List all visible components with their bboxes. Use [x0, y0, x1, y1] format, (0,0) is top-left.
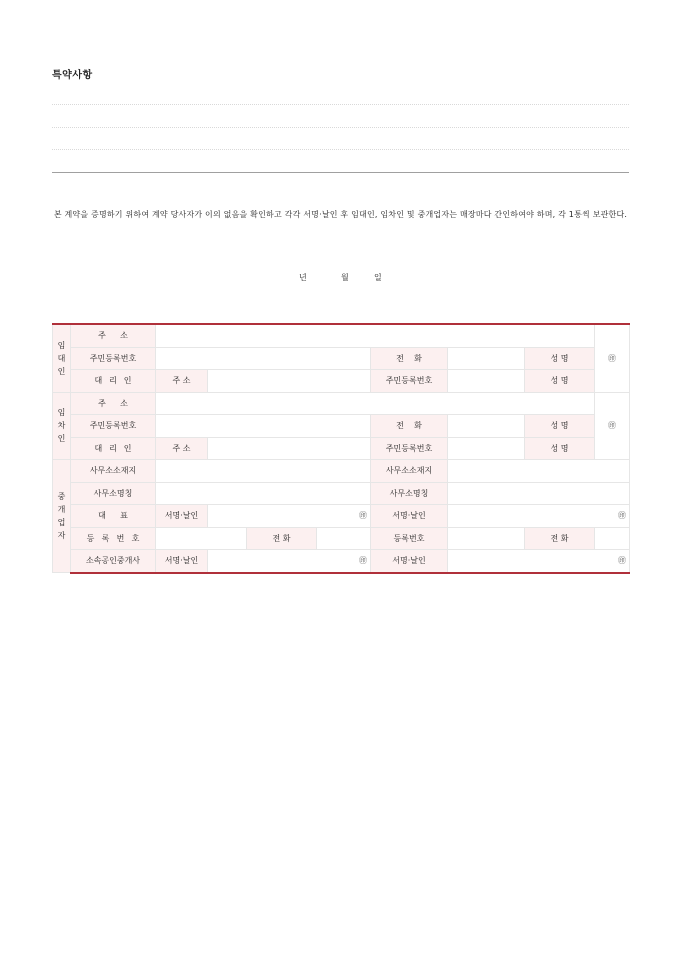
tenant-phone-label: 전 화 [371, 415, 448, 438]
broker-phone-label: 전 화 [247, 527, 317, 550]
broker-representative-label: 대 표 [71, 505, 156, 528]
broker-office-name-field-2[interactable] [448, 482, 630, 505]
landlord-agent-label: 대 리 인 [71, 370, 156, 393]
broker-office-address-label: 사무소소재지 [71, 460, 156, 483]
date-year-label: 년 [299, 273, 307, 282]
tenant-agent-id-field[interactable] [448, 437, 525, 460]
broker-sign-seal-field-4[interactable] [448, 550, 630, 573]
tenant-phone-field[interactable] [448, 415, 525, 438]
broker-registration-field-2[interactable] [448, 527, 525, 550]
broker-registration-label: 등 록 번 호 [71, 527, 156, 550]
broker-sign-seal-label-4: 서명·날인 [371, 550, 448, 573]
broker-affiliated-row [53, 550, 630, 573]
broker-phone-field-2[interactable] [595, 527, 630, 550]
special-terms-line-3[interactable] [52, 149, 629, 150]
landlord-address-label: 주 소 [71, 324, 156, 347]
broker-office-name-label-2: 사무소명칭 [371, 482, 448, 505]
broker-sign-seal-label-2: 서명·날인 [371, 505, 448, 528]
landlord-agent-id-field[interactable] [448, 370, 525, 393]
contract-statement: 본 계약을 증명하기 위하여 계약 당사자가 이의 없음을 확인하고 각각 서명·날인 후 임대인, 임차인 및 중개업자는 매장마다 간인하여야 하며, 각 1통씩 보관한다. [53, 210, 628, 219]
seal-icon: ㊞ [359, 556, 367, 566]
tenant-seal-cell[interactable] [595, 392, 630, 460]
tenant-id-field[interactable] [156, 415, 371, 438]
broker-sign-seal-field-2[interactable] [448, 505, 630, 528]
broker-office-address-row [53, 460, 630, 483]
tenant-label-1: 임차인 [57, 408, 66, 444]
party-signature-table [52, 323, 630, 574]
tenant-address-field[interactable] [156, 392, 595, 415]
tenant-address-row [53, 392, 630, 415]
broker-registration-label-2: 등록번호 [371, 527, 448, 550]
tenant-agent-address-label: 주 소 [156, 437, 208, 460]
seal-icon: ㊞ [359, 511, 367, 521]
broker-office-name-field[interactable] [156, 482, 371, 505]
landlord-label-1: 임대인 [57, 340, 66, 376]
landlord-phone-label: 전 화 [371, 347, 448, 370]
broker-office-name-label: 사무소명칭 [71, 482, 156, 505]
tenant-agent-address-field[interactable] [208, 437, 371, 460]
tenant-agent-row [53, 437, 630, 460]
broker-label-1: 중개업자 [57, 492, 66, 540]
special-terms-title: 특약사항 [52, 70, 93, 81]
broker-office-address-label-2: 사무소소재지 [371, 460, 448, 483]
broker-representative-row [53, 505, 630, 528]
landlord-name-label: 성 명 [525, 347, 595, 370]
broker-group-label [53, 460, 71, 573]
special-terms-line-2[interactable] [52, 127, 629, 128]
broker-phone-label-2: 전 화 [525, 527, 595, 550]
landlord-seal-cell[interactable] [595, 324, 630, 392]
tenant-agent-id-label: 주민등록번호 [371, 437, 448, 460]
landlord-agent-address-field[interactable] [208, 370, 371, 393]
landlord-id-row [53, 347, 630, 370]
broker-office-address-field-2[interactable] [448, 460, 630, 483]
tenant-address-label: 주 소 [71, 392, 156, 415]
tenant-id-row [53, 415, 630, 438]
landlord-phone-field[interactable] [448, 347, 525, 370]
landlord-agent-id-label: 주민등록번호 [371, 370, 448, 393]
landlord-group-label [53, 324, 71, 392]
landlord-id-field[interactable] [156, 347, 371, 370]
tenant-agent-label: 대 리 인 [71, 437, 156, 460]
landlord-id-label: 주민등록번호 [71, 347, 156, 370]
date-day-label: 일 [374, 273, 382, 282]
broker-affiliated-label: 소속공인중개사 [71, 550, 156, 573]
tenant-name-label: 성 명 [525, 415, 595, 438]
broker-registration-field[interactable] [156, 527, 247, 550]
landlord-address-row [53, 324, 630, 347]
broker-sign-seal-field[interactable] [208, 505, 371, 528]
tenant-agent-name-label: 성 명 [525, 437, 595, 460]
broker-registration-row [53, 527, 630, 550]
broker-phone-field[interactable] [317, 527, 371, 550]
landlord-agent-name-label: 성 명 [525, 370, 595, 393]
broker-office-name-row [53, 482, 630, 505]
seal-icon: ㊞ [608, 421, 617, 431]
tenant-group-label [53, 392, 71, 460]
broker-sign-seal-label: 서명·날인 [156, 505, 208, 528]
broker-sign-seal-field-3[interactable] [208, 550, 371, 573]
broker-office-address-field[interactable] [156, 460, 371, 483]
seal-icon: ㊞ [618, 556, 627, 566]
broker-sign-seal-label-3: 서명·날인 [156, 550, 208, 573]
seal-icon: ㊞ [608, 353, 617, 363]
landlord-agent-address-label: 주 소 [156, 370, 208, 393]
special-terms-bottom-rule [52, 172, 629, 173]
landlord-address-field[interactable] [156, 324, 595, 347]
landlord-agent-row [53, 370, 630, 393]
date-month-label: 월 [341, 273, 349, 282]
seal-icon: ㊞ [618, 511, 627, 521]
tenant-id-label: 주민등록번호 [71, 415, 156, 438]
special-terms-line-1[interactable] [52, 104, 629, 105]
